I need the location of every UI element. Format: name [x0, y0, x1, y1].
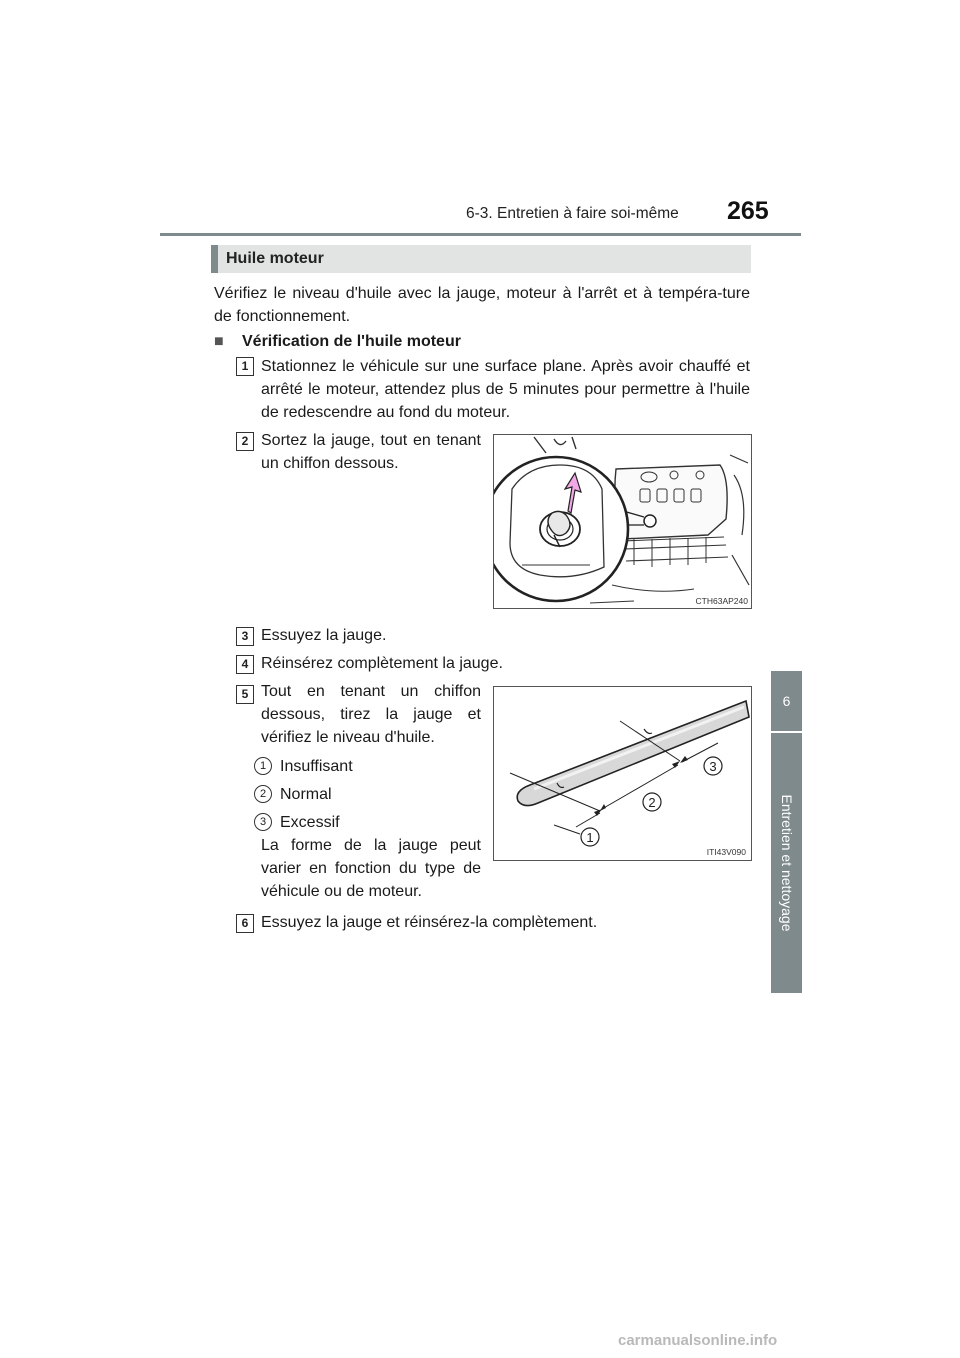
step-1-text: Stationnez le véhicule sur une surface plane. Après avoir chauffé et arrêté le moteur, attendez plus de 5 minutes pour permettre à l'huile de redescendre au fond du moteur. — [261, 358, 750, 421]
section-title-accent — [211, 245, 218, 273]
dipstick-label-1: 1 — [586, 830, 594, 845]
step-5-text: Tout en tenant un chiffon dessous, tirez la jauge et vérifiez le niveau d'huile. — [261, 683, 481, 746]
level-3-label: Excessif — [280, 814, 340, 831]
level-1-label: Insuffisant — [280, 758, 353, 775]
engine-figure — [493, 434, 752, 609]
level-1-number: 1 — [254, 757, 272, 775]
chapter-tab-title: Entretien et nettoyage — [778, 794, 795, 932]
step-6-number: 6 — [236, 914, 254, 933]
subsection-bullet: ■ — [214, 333, 224, 350]
engine-figure-code: CTH63AP240 — [695, 596, 748, 606]
level-3-number: 3 — [254, 813, 272, 831]
level-2-label: Normal — [280, 786, 332, 803]
step-3-number: 3 — [236, 627, 254, 646]
subsection-title: Vérification de l'huile moteur — [242, 333, 461, 350]
page-number: 265 — [727, 197, 769, 225]
dipstick-note: La forme de la jauge peut varier en fonction du type de véhicule ou de moteur. — [261, 837, 481, 900]
step-5-number: 5 — [236, 685, 254, 704]
step-3-text: Essuyez la jauge. — [261, 627, 387, 644]
section-intro: Vérifiez le niveau d'huile avec la jauge, moteur à l'arrêt et à tempéra-ture de fonctionnement. — [214, 285, 750, 325]
dipstick-label-2: 2 — [648, 795, 656, 810]
step-2-number: 2 — [236, 432, 254, 451]
section-title-bar — [211, 245, 751, 273]
watermark: carmanualsonline.info — [618, 1332, 778, 1349]
step-6-text: Essuyez la jauge et réinsérez-la complètement. — [261, 914, 598, 931]
step-2-text: Sortez la jauge, tout en tenant un chiffon dessous. — [261, 432, 481, 472]
engine-illustration — [494, 435, 751, 608]
dipstick-label-3: 3 — [709, 759, 717, 774]
chapter-tab-number: 6 — [771, 671, 802, 731]
dipstick-figure-code: ITI43V090 — [706, 847, 746, 857]
level-2-number: 2 — [254, 785, 272, 803]
dipstick-figure — [493, 686, 752, 861]
step-4-text: Réinsérez complètement la jauge. — [261, 655, 503, 672]
step-1-number: 1 — [236, 357, 254, 376]
dipstick-illustration — [494, 687, 751, 860]
chapter-tab-title-box — [771, 733, 802, 993]
section-title: Huile moteur — [226, 250, 324, 267]
header-rule — [160, 233, 801, 236]
step-4-number: 4 — [236, 655, 254, 674]
header-section-title: 6-3. Entretien à faire soi-même — [466, 205, 679, 222]
